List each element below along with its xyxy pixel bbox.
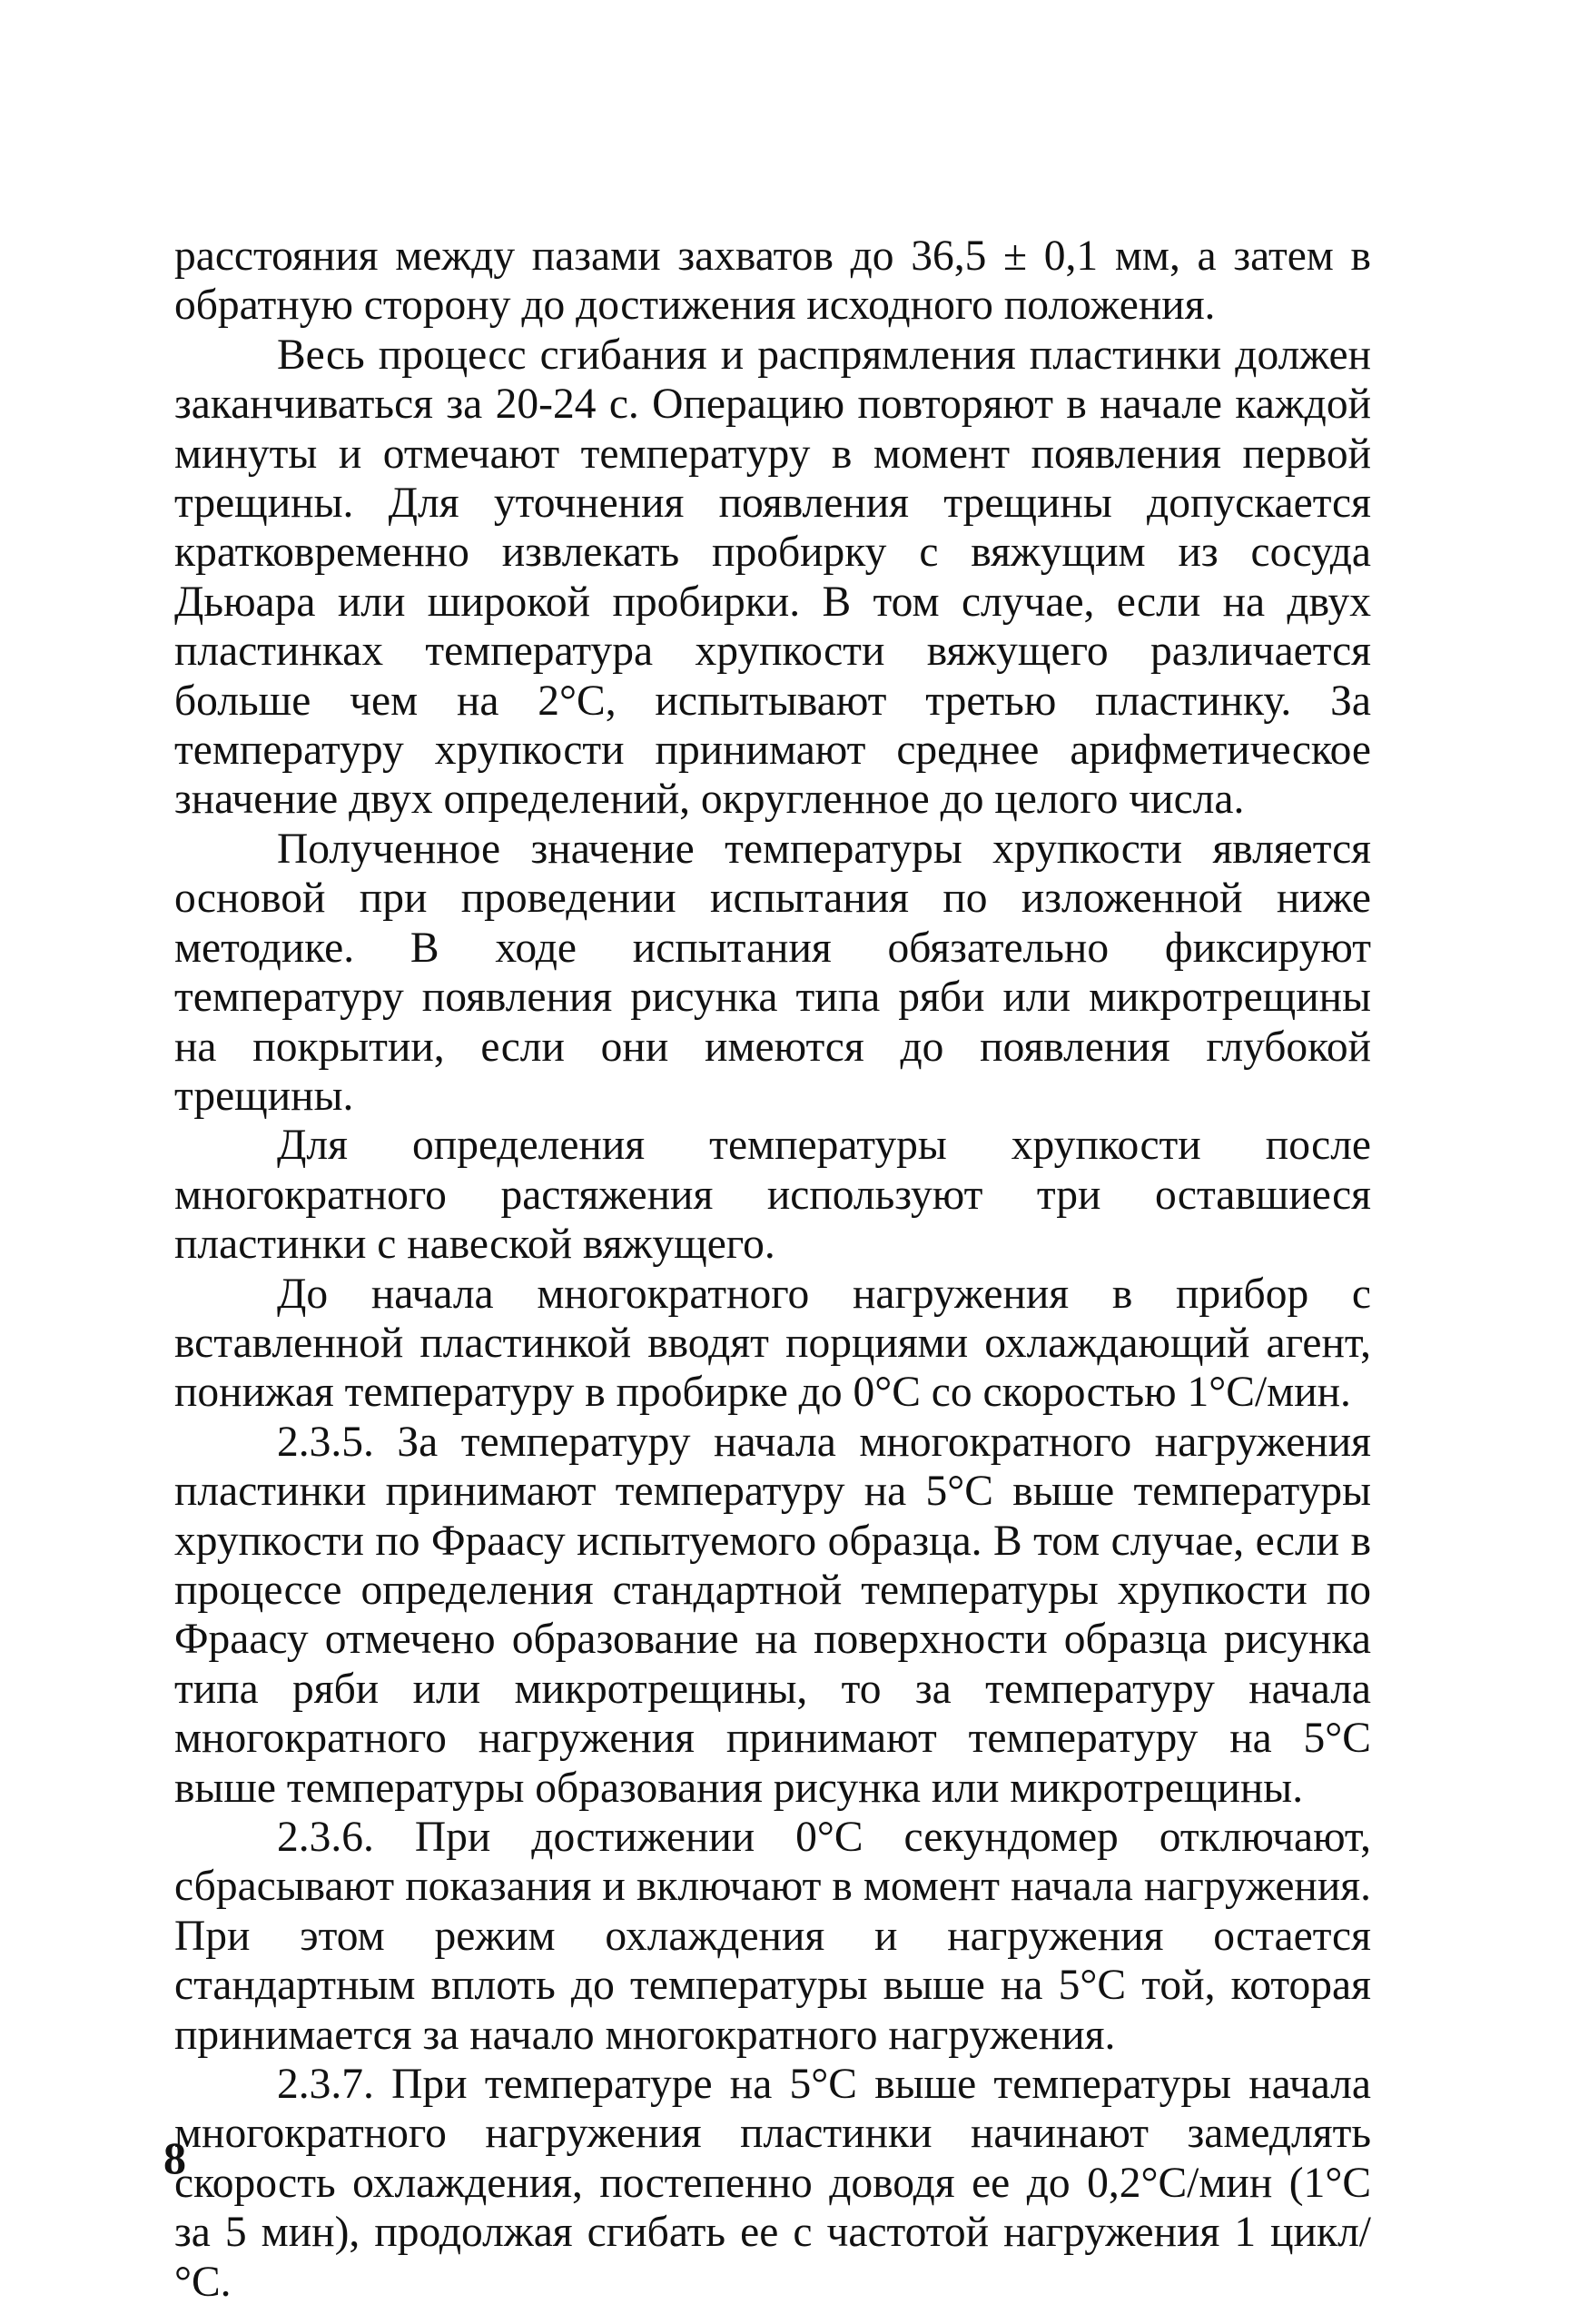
paragraph-5: До начала многократного нагружения в прибор с вставленной пластинкой вводят порциями охлаждающий агент, понижая температуру в пробирке до 0°С со скоростью 1°С/мин. [174, 1270, 1371, 1417]
paragraph-section-2-3-5: 2.3.5. За температуру начала многократного нагружения пластинки принимают температуру на 5°С выше температуры хрупкости по Фраасу испытуемого образца. В том случае, если в процессе определения стандартной температуры хрупкости по Фраасу отмечено образование на поверхности образца рисунка типа ряби или микротрещины, то за температуру начала многократного нагружения принимают температуру на 5°С выше температуры образования рисунка или микротрещины. [174, 1418, 1371, 1812]
paragraph-section-2-3-7: 2.3.7. При температуре на 5°С выше температуры начала многократного нагружения пластинки начинают замедлять скорость охлаждения, постепенно доводя ее до 0,2°С/мин (1°С за 5 мин), продолжая сгибать ее с частотой нагружения 1 цикл/°С. [174, 2061, 1371, 2306]
paragraph-3: Полученное значение температуры хрупкости является основой при проведении испытания по изложенной ниже методике. В ходе испытания обязательно фиксируют температуру появления рисунка типа ряби или микротрещины на покрытии, если они имеются до появления глубокой трещины. [174, 825, 1371, 1120]
paragraph-2: Весь процесс сгибания и распрямления пластинки должен заканчиваться за 20-24 с. Операцию повторяют в начале каждой минуты и отмечают температуру в момент появления первой трещины. Для уточнения появления трещины допускается кратковременно извлекать пробирку с вяжущим из сосуда Дьюара или широкой пробирки. В том случае, если на двух пластинках температура хрупкости вяжущего различается больше чем на 2°С, испытывают третью пластинку. За температуру хрупкости принимают среднее арифметическое значение двух определений, округленное до целого числа. [174, 331, 1371, 824]
page-number: 8 [163, 2132, 186, 2183]
paragraph-section-2-3-6: 2.3.6. При достижении 0°С секундомер отключают, сбрасывают показания и включают в момент начала нагружения. При этом режим охлаждения и нагружения остается стандартным вплоть до температуры выше на 5°С той, которая принимается за начало многократного нагружения. [174, 1814, 1371, 2059]
paragraph-1: расстояния между пазами захватов до 36,5 ± 0,1 мм, а затем в обратную сторону до достижения исходного положения. [174, 232, 1371, 330]
paragraph-4: Для определения температуры хрупкости после многократного растяжения используют три оставшиеся пластинки с навеской вяжущего. [174, 1122, 1371, 1269]
body-text [174, 232, 1371, 2307]
